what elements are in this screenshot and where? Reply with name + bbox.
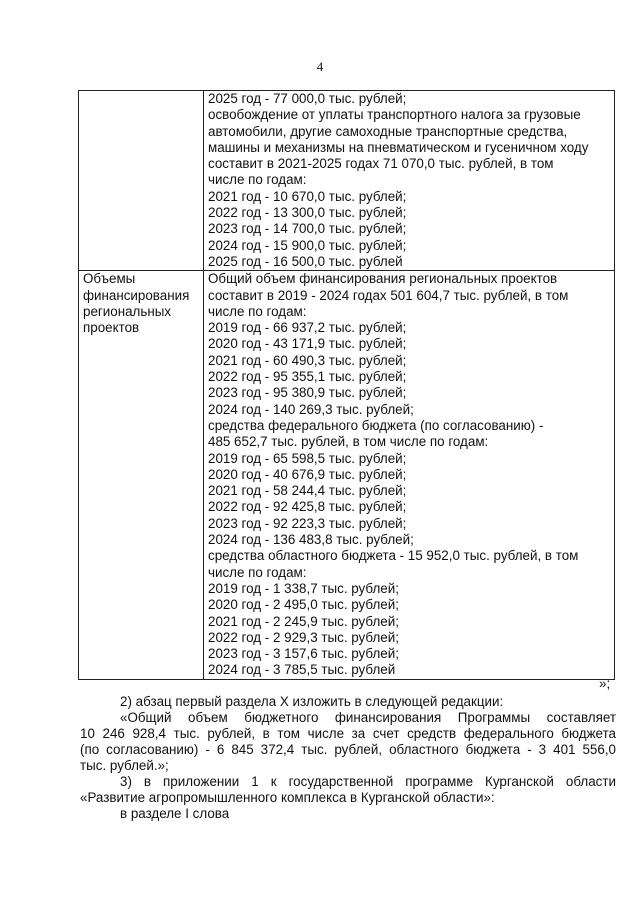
table-line: 2024 год - 140 269,3 тыс. рублей;	[208, 401, 414, 417]
table-line: 2021 год - 10 670,0 тыс. рублей;	[208, 188, 407, 204]
table-line: 2019 год - 1 338,7 тыс. рублей;	[208, 580, 399, 596]
table-line: 2019 год - 65 598,5 тыс. рублей;	[208, 450, 407, 466]
table-line: 2021 год - 60 490,3 тыс. рублей;	[208, 352, 407, 368]
table-line: 2019 год - 66 937,2 тыс. рублей;	[208, 320, 407, 336]
row2-right-cell	[204, 271, 615, 679]
table-line: машины и механизмы на пневматическом и гусеничном ходу	[208, 139, 589, 155]
table-line: 485 652,7 тыс. рублей, в том числе по годам:	[208, 434, 489, 450]
paragraph-item-3-cont: «Развитие агропромышленного комплекса в Курганской области»:	[80, 790, 495, 805]
row1-right-cell	[204, 91, 615, 271]
table-line: 2022 год - 13 300,0 тыс. рублей;	[208, 205, 407, 221]
paragraph-item-2: 2) абзац первый раздела X изложить в следующей редакции:	[120, 694, 504, 709]
table-line: 2022 год - 95 355,1 тыс. рублей;	[208, 369, 407, 385]
table-line: 2024 год - 136 483,8 тыс. рублей;	[208, 532, 414, 548]
table-line: составит в 2019 - 2024 годах 501 604,7 тыс. рублей, в том	[208, 287, 569, 303]
table-line: 2023 год - 14 700,0 тыс. рублей;	[208, 221, 407, 237]
row-label-line: проектов	[83, 320, 140, 336]
table-line: 2023 год - 95 380,9 тыс. рублей;	[208, 385, 407, 401]
table-line: 2023 год - 3 157,6 тыс. рублей;	[208, 646, 399, 662]
table-line: 2020 год - 43 171,9 тыс. рублей;	[208, 336, 407, 352]
row-label-line: региональных	[83, 303, 172, 319]
table-line: 2021 год - 2 245,9 тыс. рублей;	[208, 613, 399, 629]
table-line: 2020 год - 2 495,0 тыс. рублей;	[208, 597, 399, 613]
table-line: 2022 год - 92 425,8 тыс. рублей;	[208, 499, 407, 515]
table-line: автомобили, другие самоходные транспортные средства,	[208, 123, 568, 139]
paragraph-quote-line: «Общий объем бюджетного финансирования Программы составляет	[120, 710, 616, 725]
table-line: составит в 2021-2025 годах 71 070,0 тыс. рублей, в том	[208, 156, 554, 172]
table-line: 2021 год - 58 244,4 тыс. рублей;	[208, 483, 407, 499]
table-line: 2023 год - 92 223,3 тыс. рублей;	[208, 515, 407, 531]
row-label-line: Объемы	[83, 271, 136, 287]
table-line: 2025 год - 16 500,0 тыс. рублей	[208, 253, 403, 269]
table-line: 2020 год - 40 676,9 тыс. рублей;	[208, 466, 407, 482]
row2-left-cell	[79, 271, 204, 679]
table-line: Общий объем финансирования региональных проектов	[208, 271, 558, 287]
paragraph-section-words: в разделе I слова	[120, 806, 230, 821]
paragraph-quote-line: (по согласованию) - 6 845 372,4 тыс. рублей, областного бюджета - 3 401 556,0	[80, 742, 616, 757]
row-label-line: финансирования	[83, 287, 190, 303]
paragraph-quote-line: тыс. рублей.»;	[80, 758, 169, 773]
program-passport-table	[78, 90, 615, 680]
table-line: 2022 год - 2 929,3 тыс. рублей;	[208, 629, 399, 645]
table-line: числе по годам:	[208, 172, 307, 188]
row1-left-cell	[79, 91, 204, 271]
table-line: числе по годам:	[208, 564, 307, 580]
closing-quote-mark: »;	[599, 676, 611, 691]
table-line: 2025 год - 77 000,0 тыс. рублей;	[208, 91, 407, 106]
page-number: 4	[316, 59, 324, 74]
table-line: средства федерального бюджета (по согласованию) -	[208, 417, 544, 433]
table-line: 2024 год - 3 785,5 тыс. рублей	[208, 662, 396, 678]
table-row-tax-exemption	[79, 91, 615, 271]
table-line: числе по годам:	[208, 303, 307, 319]
table-line: 2024 год - 15 900,0 тыс. рублей;	[208, 237, 407, 253]
paragraph-quote-line: 10 246 928,4 тыс. рублей, в том числе за счет средств федерального бюджета	[80, 726, 616, 741]
table-row-regional-projects	[79, 271, 615, 679]
paragraph-item-3: 3) в приложении 1 к государственной программе Курганской области	[120, 774, 616, 789]
table-line: средства областного бюджета - 15 952,0 тыс. рублей, в том	[208, 548, 579, 564]
table-line: освобождение от уплаты транспортного налога за грузовые	[208, 107, 581, 123]
